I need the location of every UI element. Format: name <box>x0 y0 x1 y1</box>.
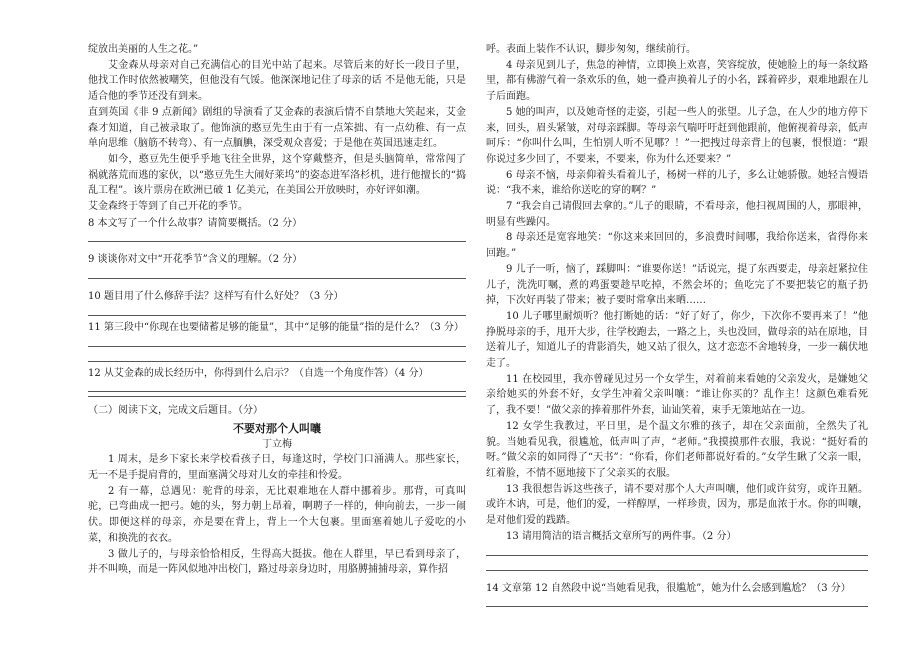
section-2-heading: （二）阅读下文，完成文后题目。（分） <box>88 405 263 417</box>
story-paragraph-8: 8 母亲还是宽容地笑：“你这来来回回的，多浪费时间哪，我给你送来，省得你来回跑。” <box>486 232 868 260</box>
answer-line-13a[interactable] <box>486 545 868 556</box>
question-11: 11 第三段中“你现在也要储蓄足够的能量”，其中“足够的能量”指的是什么？（3 分） <box>88 321 464 333</box>
story-paragraph-5: 5 她的叫声，以及她奇怪的走姿，引起一些人的张望。儿子急，在人少的地方停下来，回头，眉头紧皱，对母亲踩脚。等母亲气喘吁吁赶到他跟前，他俯视着母亲，低声呵斥：“你叫什么叫，生怕别人听不见哪？！”一把拽过母亲背上的包裹，恨恨道：“跟你说过多少回了，不要来，不要来，你为什么还要来？” <box>486 106 868 165</box>
question-14: 14 文章第 12 自然段中说“当她看见我，很尴尬”，她为什么会感到尴尬？（3 分） <box>486 582 851 594</box>
section-divider <box>88 396 466 397</box>
story-paragraph-4: 4 母亲见到儿子，焦急的神情，立即换上欢喜，笑容绽放，使她脸上的每一条纹路里，都有佛游气着一条欢乐的鱼，她一叠声换着儿子的小名，踩着碎步，艰难地跟在儿子后面跑。 <box>486 59 868 103</box>
story-paragraph-13: 13 我很想告诉这些孩子，请不要对那个人大声叫嚷，他们或许贫穷，或许丑陋。或许木讷，可是，他们的爱，一样醇厚，一样珍贵，因为，那是血浓于水。你的叫嚷，是对他们爱的践踏。 <box>486 483 868 527</box>
answer-line-11b[interactable] <box>88 351 466 362</box>
story-paragraph-12: 12 女学生我教过，平日里，是个温文尔雅的孩子，却在父亲面前，全然失了礼貌。当她看见我，很尴尬，低声叫了声，“老师。”我摸摸那件衣服，我说：“挺好看的呀。”做父亲的如同得了“天书”：“你看，你们老师都说好看的。”女学生瞅了父亲一眼，红着脸，不情不愿地接下了父亲买的衣服。 <box>486 420 868 479</box>
paragraph-1: 艾金森从母亲对自己充满信心的目光中站了起来。尽管后来的好长一段日子里，他找工作时依然被嘲笑，但他没有气馁。他深深地记住了母亲的话 不是他无能，只是适合他的季节还没有到来。 <box>88 59 466 103</box>
question-9: 9 谈谈你对文中“开花季节”含义的理解。（2 分） <box>88 254 303 266</box>
story-paragraph-7: 7 “我会自己请假回去拿的。”儿子的眼睛，不看母亲，他扫视周围的人，那眼神，明显有些躁闪。 <box>486 201 868 228</box>
question-12: 12 从艾金森的成长经历中，你得到什么启示？（自选一个角度作答）（4 分） <box>88 367 429 379</box>
story-author: 丁立梅 <box>262 438 292 450</box>
answer-line-9[interactable] <box>88 268 466 279</box>
answer-line-11a[interactable] <box>88 336 466 347</box>
paragraph-4: 艾金森终于等到了自己开花的季节。 <box>88 201 248 213</box>
story-paragraph-6: 6 母亲不恼，母亲仰着头看着儿子，杨树一样的儿子，多么让她骄傲。她轻言慢语说：“我不来，谁给你送吃的穿的啊？” <box>486 169 868 197</box>
story-paragraph-3: 3 做儿子的，与母亲恰恰相反，生得高大挺拔。他在人群里，早已看到母亲了，并不叫唤，而是一阵风似地冲出校门，路过母亲身边时，用胳膊捕捕母亲，算作招 <box>88 548 466 576</box>
left-column <box>88 42 466 578</box>
question-8: 8 本文写了一个什么故事？请简要概括。（2 分） <box>88 217 303 229</box>
story-paragraph-1: 1 周末，是乡下家长来学校看孩子日，每逢这时，学校门口涌满人。那些家长，无一不是手提肩背的，里面塞满父母对儿女的牵挂和怜爱。 <box>88 454 466 482</box>
answer-line-10[interactable] <box>88 305 466 316</box>
story-paragraph-10: 10 儿子哪里耐烦听？他打断她的话：“好了好了，你少，下次你不要再来了！”他挣脱母亲的手，甩开大步，往学校跑去，一路之上，头也没回，做母亲的站在原地，目送着儿子，知道儿子的背影消失，她又站了很久，这才恋恋不舍地转身，一步一藕伏地走了。 <box>486 310 868 370</box>
answer-line-12[interactable] <box>88 381 466 392</box>
question-10: 10 题目用了什么修辞手法？这样写有什么好处？（3 分） <box>88 291 344 303</box>
paragraph-intro: 绽放出美丽的人生之花。” <box>88 44 199 55</box>
story-paragraph-11: 11 在校园里，我亦曾碰见过另一个女学生，对着前来看她的父亲发火，是嫌她父亲给她买的外套不好，女学生冲着父亲叫嚷：“谁让你买的？乱作主！这颜色难看死了，我不要！”做父亲的捧着那件外套，讪讪笑着，束手无策地站在一边。 <box>486 373 868 417</box>
story-paragraph-2: 2 有一幕，总遇见：驼背的母亲，无比艰难地在人群中挪着步。那背，可真叫驼，已弯曲成一把弓。她的头，努力朝上昂着，啊聘子一样的，伸向前去，一步一闹伏。即便这样的母亲，亦是要在背上，背上一个大包裹。里面塞着她儿子爱吃的小菜，和换洗的衣衣。 <box>88 485 466 544</box>
answer-line-14[interactable] <box>486 596 868 607</box>
paragraph-3: 如今，憨豆先生便乎乎地飞往全世界，这个穿戴整齐，但是头脑简单，常常闯了祸就落荒而逃的家伙，以“憨豆先生大闹好莱坞”的姿态进军洛杉机，进行他擅长的“捣乱工程”。该片票房在欧洲已破 1 亿美元，在美国公开放映时，亦好评如潮。 <box>88 153 466 197</box>
answer-line-13b[interactable] <box>486 560 868 571</box>
right-column <box>486 42 868 611</box>
paragraph-2: 直到英国《非 9 点新闻》剧组的导演看了艾金森的表演后情不自禁地大笑起来，艾金森才知道，自己被录取了。他饰演的憨豆先生由于有一点笨拙、有一点幼稚、有一点单向思维（脑筋不转弯）、有一点腼腆，深受观众喜爱；于是他在英国迅速走红。 <box>88 106 466 150</box>
answer-line-8[interactable] <box>88 231 466 242</box>
question-13: 13 请用简洁的语言概括文章所写的两件事。（2 分） <box>506 530 737 542</box>
story-title: 不要对那个人叫嚷 <box>233 421 321 435</box>
story-paragraph-3-cont: 呼。表面上装作不认识，脚步匆匆，继续前行。 <box>486 44 696 55</box>
story-paragraph-9: 9 儿子一听，恼了，踩脚叫：“谁要你送！”话说完，提了东西要走，母亲赶紧拉住儿子，洗洗叮嘱，煮的鸡蛋要趁早吃掉，不然会坏的；鱼吃完了不要把装它的瓶子扔掉，下次好再装了带来；被子要时常拿出来晒…… <box>486 263 868 307</box>
